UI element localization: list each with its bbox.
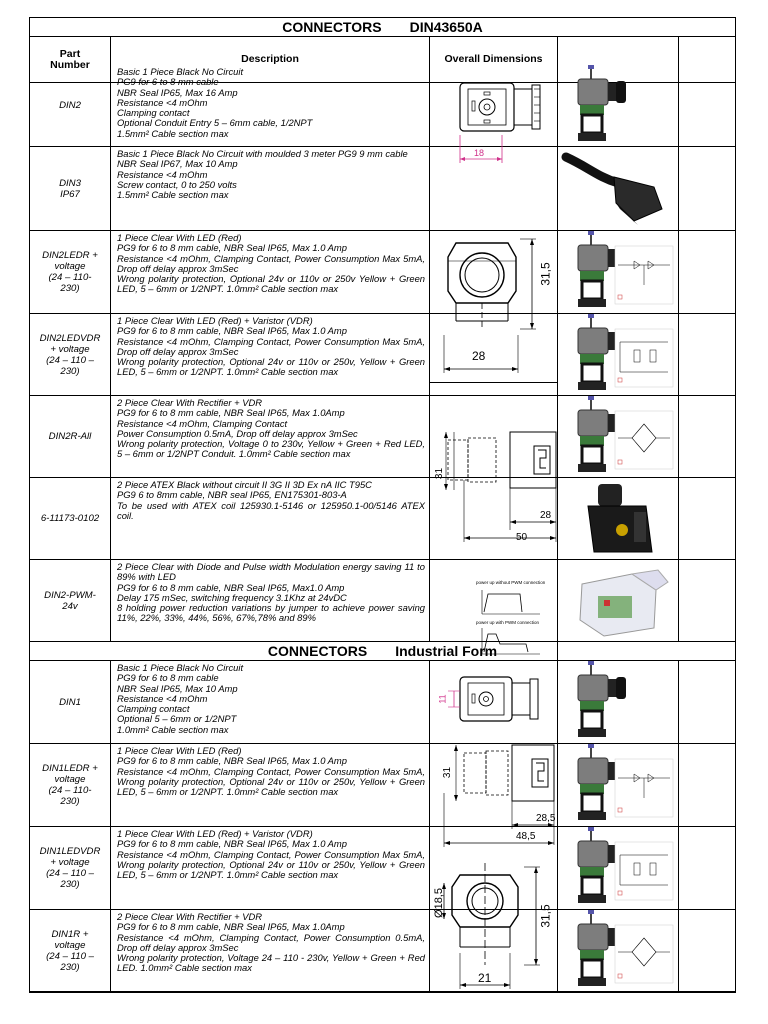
extra-cell [679,560,735,641]
description-line: Wrong polarity protection, Voltage 0 to 230v, Yellow + Green + Red LED, 5 – 6mm or 1/2NPT Conduit. 1.0mm² Cable section max [117,438,425,460]
description-line: 1 Piece Clear With LED (Red) + Varistor (VDR) [117,315,313,326]
product-description [111,147,430,230]
dim-label-31: 31 [434,467,446,480]
description-line: Resistance <4 mOhm, Clamping Contact, Power Consumption Max 5mA, Wrong polarity protection, Optional 24v or 110v or 250v, Yellow + Green LED, 5 – 6mm or 1/2NPT. 1.0mm² Cable section max [117,848,425,881]
dimension-drawing-din1-front [430,853,558,993]
description-line: Basic 1 Piece Black No Circuit with moulded 3 meter PG9 9 mm cable [117,148,408,159]
extra-cell [679,661,735,743]
part-number-text: DIN1LEDVDR + voltage (24 – 110 – 230) [39,846,101,890]
part-number [30,744,111,826]
product-photo [558,478,679,559]
part-number [30,661,111,743]
product-photo [558,744,679,826]
dimension-drawing-din2r-side [430,412,558,552]
description-line: Wrong polarity protection, Optional 24v or 110v or 250v, Yellow + Green LED, 5 – 6mm or 1/2NPT. 1.0mm² Cable section max [117,356,425,378]
part-number [30,147,111,230]
description-line: Optional Conduit Entry 5 – 6mm cable, 1/2NPT [117,117,313,129]
table-row [30,827,735,910]
product-photo [558,147,679,230]
dim-label-31-5: 31,5 [538,262,553,286]
product-photo [558,827,679,909]
description-line: 1.5mm² Cable section max [117,127,229,139]
table-row [30,314,735,396]
section-banner-industrial-form [30,642,735,661]
product-description [111,827,430,909]
description-line: Resistance <4 mOhm [117,96,208,108]
product-photo [558,661,679,743]
part-number-text: DIN1R + voltage (24 – 110 – 230) [46,928,94,973]
pwm-graphs [430,578,558,660]
part-number-text: DIN1LEDR + voltage (24 – 110- 230) [42,763,98,807]
extra-cell [679,744,735,826]
part-number-text: DIN2R-All [48,431,92,442]
product-description [111,396,430,477]
description-line: 1.5mm² Cable section max [117,189,229,201]
description-line: NBR Seal IP65, Max 10 Amp [117,682,238,694]
description-line: Clamping contact [117,107,190,119]
part-number [30,910,111,991]
description-line: NBR Seal IP67, Max 10 Amp [117,158,238,170]
description-line: Resistance <4 mOhm, Clamping Contact, Power Consumption Max 5mA, Drop off delay approx 3mSec [117,252,425,274]
description-line: Resistance <4 mOhm, Clamping Contact, Power Consumption Max 5mA, Wrong polarity protection, Optional 24v or 110v or 250v, Yellow + Green LED, 5 – 6mm or 1/2NPT. 1.0mm² Cable section max [117,765,425,798]
description-line: Basic 1 Piece Black No Circuit [117,662,244,673]
description-line: PG9 for 6 to 8 mm cable, NBR Seal IP65, Max 1.0 Amp [117,325,347,337]
table-row [30,661,735,744]
part-number-text: DIN2LEDR + voltage (24 – 110- 230) [42,250,98,294]
dim-label-48-5: 48,5 [516,831,536,842]
description-line: 8 holding power reduction variations by jumper to achieve power saving 11%, 22%, 33%, 44%, 56%, 67%,78% and 89% [117,602,425,624]
description-line: 1 Piece Clear With LED (Red) [117,745,242,756]
part-number-text: DIN1 [59,696,81,708]
product-description [111,478,430,559]
dimension-drawing-din-front [430,217,558,383]
dimension-drawing-din1 [430,661,558,743]
part-number [30,560,111,641]
product-description [111,661,430,743]
description-line: Screw contact, 0 to 250 volts [117,178,237,190]
connector-datasheet [29,17,736,993]
part-number [30,65,111,146]
dim-label-28-5: 28,5 [536,813,556,824]
table-row [30,910,735,992]
product-description [111,910,430,991]
part-number [30,827,111,909]
product-photo [558,560,679,641]
description-line: Basic 1 Piece Black No Circuit [117,66,244,77]
description-line: 2 Piece Clear with Diode and Pulse width Modulation energy saving 11 to 89% with LED [117,561,425,583]
section-title-left: CONNECTORS [282,19,382,35]
description-line: PG9 for 6 to 8 mm cable [117,76,219,88]
description-line: Resistance <4 mOhm [117,692,208,704]
dim-label-18: 18 [474,148,485,158]
table-row [30,744,735,827]
description-line: Resistance <4 mOhm [117,168,208,180]
description-line: PG9 for 6 to 8 mm cable, NBR Seal IP65, Max 1.0 Amp [117,838,347,850]
description-line: Wrong polarity protection, Optional 24v or 110v or 250v Yellow + Green LED, 5 – 6mm or 1/2NPT. 1.0mm² Cable section max [117,273,425,295]
product-photo [558,314,679,395]
description-line: 1.0mm² Cable section max [117,723,229,735]
part-number-text: DIN2LEDVDR + voltage (24 – 110 – 230) [39,332,101,377]
table-row [30,560,735,642]
description-line: 2 Piece Clear With Rectifier + VDR [117,397,263,408]
extra-cell [679,65,735,146]
part-number-text: 6-11173-0102 [40,513,100,524]
table-row [30,65,735,147]
header-overall-dimensions: Overall Dimensions [430,37,558,82]
dimension-drawing-din1-side [430,743,558,853]
description-line: 1 Piece Clear With LED (Red) + Varistor (VDR) [117,828,313,839]
product-description [111,231,430,313]
description-line: PG9 6 to 8mm cable, NBR seal IP65, EN175301-803-A [117,489,347,501]
dimension-drawing-din2 [430,65,558,147]
description-line: 1 Piece Clear With LED (Red) [117,232,242,243]
part-number-text: DIN3 IP67 [59,177,81,200]
section-title-right: Industrial Form [395,643,498,659]
description-line: PG9 for 6 to 8 mm cable, NBR Seal IP65, Max 1.0 Amp [117,242,347,254]
description-line: PG9 for 6 to 8 mm cable, NBR Seal IP65, Max1.0 Amp [117,581,345,593]
table-row [30,478,735,560]
description-line: Power Consumption 0.5mA, Drop off delay approx 3mSec [117,427,358,439]
dim-label-50: 50 [516,532,528,543]
part-number [30,478,111,559]
dim-label-28-side: 28 [540,510,552,521]
extra-cell [679,147,735,230]
part-number [30,396,111,477]
description-line: 2 Piece Clear With Rectifier + VDR [117,911,263,922]
description-line: Resistance <4 mOhm, Clamping Contact, Power Consumption 0.5mA, Drop off delay approx 3mSec [117,931,425,953]
extra-cell [679,478,735,559]
description-line: PG9 for 6 to 8 mm cable [117,672,219,684]
table-row [30,396,735,478]
description-line: Wrong polarity protection, Voltage 24 – 110 - 230v, Yellow + Green + Red LED. 1.0mm² Cable section max [117,952,425,974]
description-line: Resistance <4 mOhm, Clamping Contact [117,417,288,429]
dimension-drawing-din2-label [430,147,558,187]
extra-cell [679,231,735,313]
description-line: Optional 5 – 6mm or 1/2NPT [117,713,237,725]
table-row [30,147,735,231]
description-line: To be used with ATEX coil 125930.1-5146 or 125950.1-00/5146 ATEX coil. [117,499,425,521]
header-part-number: Part Number [30,37,111,82]
description-line: PG9 for 6 to 8 mm cable, NBR Seal IP65, Max 1.0 Amp [117,755,347,767]
section-title-right: DIN43650A [409,19,483,35]
dim-label-dia-18-5: Ø18,5 [432,888,445,918]
extra-cell [679,827,735,909]
table-row [30,231,735,314]
product-photo [558,231,679,313]
description-line: PG9 for 6 to 8 mm cable, NBR Seal IP65, Max 1.0Amp [117,407,345,419]
extra-cell [679,314,735,395]
description-line: Clamping contact [117,703,190,715]
product-description [111,314,430,395]
product-description [111,65,430,146]
pwm-graph-top-label: power up without PWM connection [476,580,546,585]
part-number [30,314,111,395]
pwm-graph-bottom-label: power up with PWM connection [476,620,540,625]
description-line: 2 Piece ATEX Black without circuit II 3G II 3D Ex nA IIC T95C [117,479,372,490]
section-title-left: CONNECTORS [267,643,368,659]
part-number-text: DIN2-PWM- 24v [44,589,96,612]
product-photo [558,910,679,991]
part-number [30,231,111,313]
product-photo [558,396,679,477]
dim-label-11: 11 [437,694,448,704]
description-line: Resistance <4 mOhm, Clamping Contact, Power Consumption Max 5mA, Drop off delay approx 3mSec [117,335,425,357]
dim-label-28: 28 [472,349,486,363]
part-number-text: DIN2 [59,100,81,111]
dim-label-21: 21 [478,971,492,985]
dim-label-31-5-ind: 31,5 [538,904,553,928]
section-banner-din43650a [30,18,735,37]
dim-label-31-ind: 31 [442,766,454,779]
product-photo [558,65,679,146]
header-description: Description [111,37,430,82]
description-line: NBR Seal IP65, Max 16 Amp [117,86,238,98]
description-line: PG9 for 6 to 8 mm cable, NBR Seal IP65, Max 1.0Amp [117,921,345,933]
description-line: Delay 175 mSec, switching frequency 3.1Khz at 24vDC [117,591,347,603]
extra-cell [679,396,735,477]
product-description [111,560,430,641]
product-description [111,744,430,826]
extra-cell [679,910,735,991]
